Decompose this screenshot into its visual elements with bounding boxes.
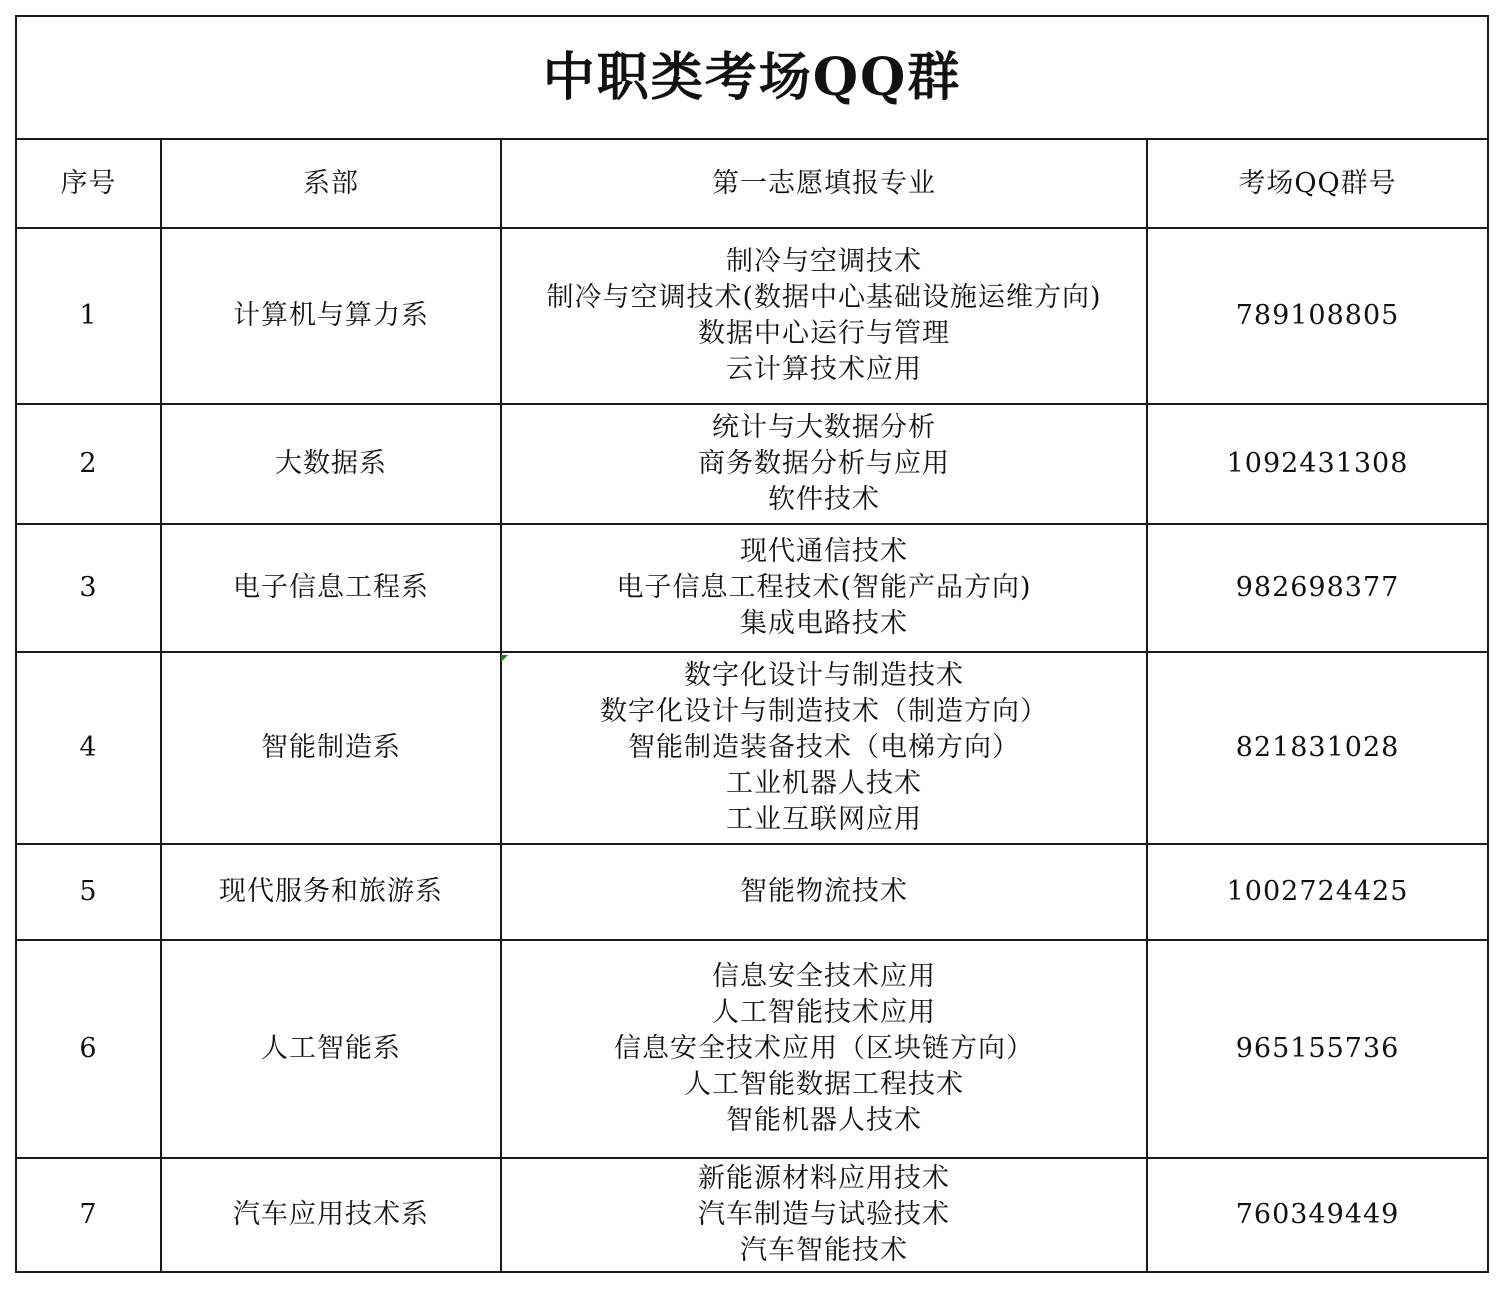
qq-cell: 982698377 <box>1147 524 1488 652</box>
major-item: 汽车制造与试验技术 <box>698 1199 950 1230</box>
major-item: 数据中心运行与管理 <box>698 318 950 349</box>
majors-cell <box>501 652 1147 844</box>
header-dept: 系部 <box>161 139 501 228</box>
major-item: 云计算技术应用 <box>726 354 922 385</box>
major-item: 新能源材料应用技术 <box>698 1163 950 1194</box>
major-item: 汽车智能技术 <box>740 1235 908 1266</box>
major-item: 工业互联网应用 <box>726 804 922 835</box>
major-item: 人工智能技术应用 <box>712 997 936 1028</box>
seq-cell: 3 <box>16 524 161 652</box>
dept-cell: 智能制造系 <box>161 652 501 844</box>
majors-cell <box>501 844 1147 940</box>
cell-comment-marker <box>501 655 508 662</box>
dept-cell: 计算机与算力系 <box>161 228 501 404</box>
seq-cell: 7 <box>16 1158 161 1272</box>
seq-cell: 1 <box>16 228 161 404</box>
major-item: 制冷与空调技术(数据中心基础设施运维方向) <box>546 282 1102 313</box>
major-item: 制冷与空调技术 <box>726 246 922 277</box>
major-item: 数字化设计与制造技术（制造方向） <box>600 696 1048 727</box>
qq-cell: 821831028 <box>1147 652 1488 844</box>
dept-cell: 电子信息工程系 <box>161 524 501 652</box>
major-item: 智能制造装备技术（电梯方向） <box>628 732 1020 763</box>
table-row <box>16 404 1488 524</box>
table-row <box>16 940 1488 1158</box>
dept-cell: 汽车应用技术系 <box>161 1158 501 1272</box>
header-row <box>16 139 1488 228</box>
major-item: 人工智能数据工程技术 <box>684 1069 964 1100</box>
seq-cell: 6 <box>16 940 161 1158</box>
dept-cell: 大数据系 <box>161 404 501 524</box>
qq-cell: 760349449 <box>1147 1158 1488 1272</box>
dept-cell: 人工智能系 <box>161 940 501 1158</box>
header-qq: 考场QQ群号 <box>1147 139 1488 228</box>
major-item: 电子信息工程技术(智能产品方向) <box>616 572 1032 603</box>
table-row <box>16 1158 1488 1272</box>
major-item: 集成电路技术 <box>740 608 908 639</box>
major-item: 软件技术 <box>768 484 880 515</box>
major-item: 智能机器人技术 <box>726 1105 922 1136</box>
major-item: 智能物流技术 <box>740 876 908 907</box>
majors-cell <box>501 228 1147 404</box>
majors-cell <box>501 1158 1147 1272</box>
seq-cell: 2 <box>16 404 161 524</box>
major-item: 数字化设计与制造技术 <box>684 660 964 691</box>
major-item: 现代通信技术 <box>740 536 908 567</box>
majors-cell <box>501 940 1147 1158</box>
seq-cell: 5 <box>16 844 161 940</box>
seq-cell: 4 <box>16 652 161 844</box>
major-item: 工业机器人技术 <box>726 768 922 799</box>
table-row <box>16 652 1488 844</box>
page-title: 中职类考场QQ群 <box>16 16 1488 139</box>
qq-cell: 1092431308 <box>1147 404 1488 524</box>
major-item: 信息安全技术应用 <box>712 961 936 992</box>
qq-cell: 1002724425 <box>1147 844 1488 940</box>
header-seq: 序号 <box>16 139 161 228</box>
dept-cell: 现代服务和旅游系 <box>161 844 501 940</box>
header-major: 第一志愿填报专业 <box>501 139 1147 228</box>
title-row <box>16 16 1488 139</box>
major-item: 商务数据分析与应用 <box>698 448 950 479</box>
qq-cell: 965155736 <box>1147 940 1488 1158</box>
qq-group-table <box>15 15 1489 1273</box>
table-row <box>16 524 1488 652</box>
qq-cell: 789108805 <box>1147 228 1488 404</box>
majors-cell <box>501 404 1147 524</box>
major-item: 统计与大数据分析 <box>712 412 936 443</box>
majors-cell <box>501 524 1147 652</box>
table-row <box>16 228 1488 404</box>
table-row <box>16 844 1488 940</box>
major-item: 信息安全技术应用（区块链方向） <box>614 1033 1034 1064</box>
